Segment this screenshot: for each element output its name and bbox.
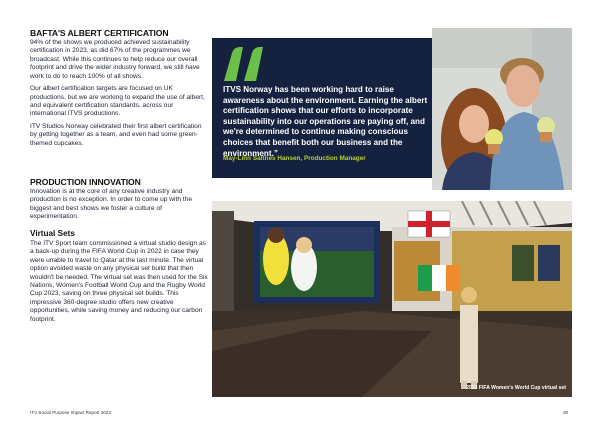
virtual-sets-heading: Virtual Sets — [30, 229, 75, 238]
bafta-body — [30, 39, 210, 152]
studio-caption: 2023 FIFA Women's World Cup virtual set — [466, 385, 566, 391]
quote-text: ITVS Norway has been working hard to raise awareness about the environment. Earning the albert certification shows that our efforts to incorporate sustainability into our operations are paying off, and we're determined to continue making conscious choices that benefit both our business and the environment.” — [223, 85, 428, 158]
page-number: 30 — [563, 410, 569, 415]
bafta-heading: BAFTA'S ALBERT CERTIFICATION — [30, 28, 169, 38]
virtual-studio-photo — [212, 201, 572, 397]
production-para: Innovation is at the core of any creative industry and production is no exception. In order to come up with the biggest and best shows we foster a culture of experimentation. — [30, 188, 193, 221]
quote-attribution: May-Linn Saltnes Hansen, Production Manager — [223, 155, 366, 162]
team-photo — [432, 28, 572, 190]
bafta-para-2: Our albert certification targets are focused on UK productions, but we are working to expand the use of albert, and equivalent certification standards, across our international ITVS productions. — [30, 85, 205, 118]
bafta-para-1: 94% of the shows we produced achieved sustainability certification in 2023, as did 67% of the programmes we broadcast. While this continues to help reduce our overall footprint and drive the wider industry forward, we still have work to do to reach 100% of all shows. — [30, 39, 200, 80]
footer-report-title: ITV Social Purpose Impact Report 2023 — [30, 410, 111, 415]
production-heading: PRODUCTION INNOVATION — [30, 177, 141, 187]
quote-box — [212, 38, 443, 178]
quote-mark-icon — [222, 45, 266, 83]
bafta-para-3: ITV Studios Norway celebrated their first albert certification by getting together as a team, and even had some green-themed cupcakes. — [30, 123, 202, 147]
virtual-sets-para: The ITV Sport team commissioned a virtual studio design as a back-up during the FIFA World Cup in 2022 in case they were unable to travel to Qatar at the last minute. The virtual option avoided waste on any physical set build that then wouldn't be needed. The virtual set was then used for the Six Nations, Women's Football World Cup and the Rugby World Cup 2023, saving on three physical set builds. This impressive 360-degree studio offers new creative opportunities, while saving money and reducing our carbon footprint. — [30, 240, 208, 323]
